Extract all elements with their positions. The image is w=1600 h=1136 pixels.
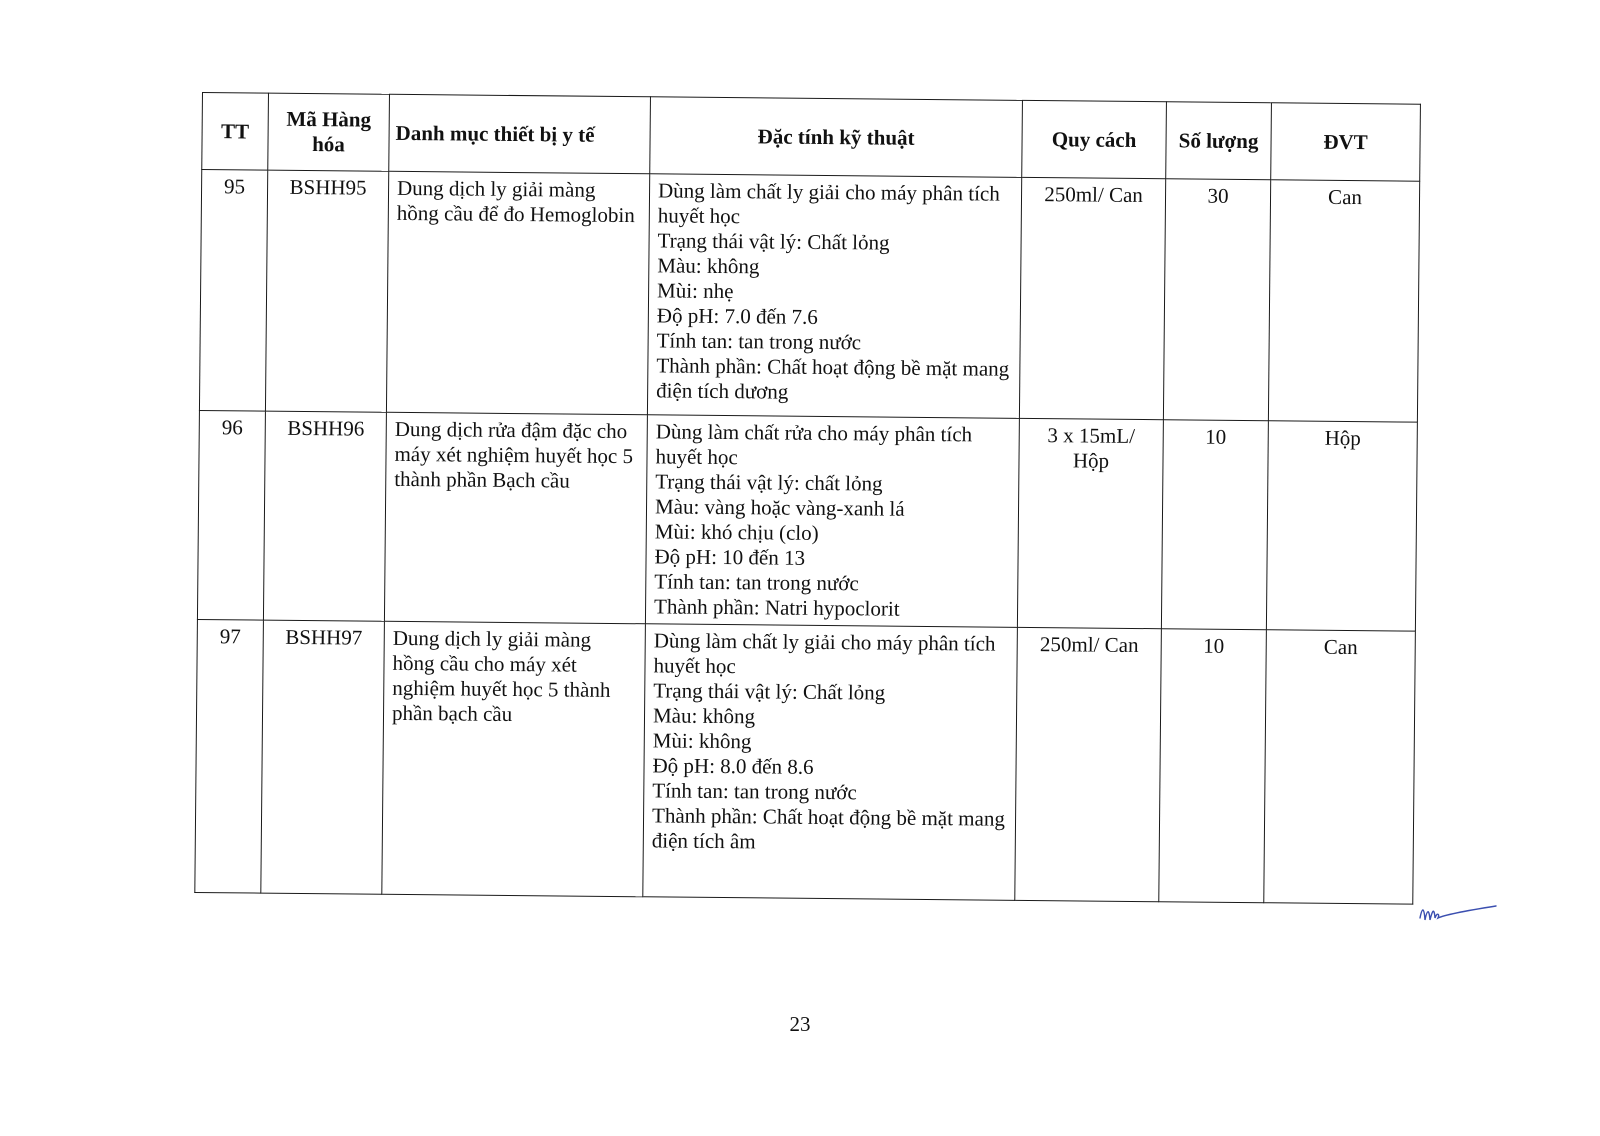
cell-product-code: BSHH96 xyxy=(263,411,386,621)
cell-technical-spec xyxy=(645,415,1019,628)
handwritten-initial-signature xyxy=(1418,898,1498,928)
cell-unit: Hộp xyxy=(1266,421,1417,631)
spec-line: Dùng làm chất rửa cho máy phân tích huyết học xyxy=(655,419,973,470)
cell-quantity: 30 xyxy=(1163,179,1270,421)
cell-technical-spec xyxy=(643,624,1018,901)
spec-line: Thành phần: Chất hoạt động bề mặt mang điện tích dương xyxy=(656,353,1010,404)
page-number: 23 xyxy=(789,1012,811,1036)
spec-line: Trạng thái vật lý: chất lỏng xyxy=(655,469,883,496)
header-tt: TT xyxy=(202,93,269,171)
cell-product-code: BSHH95 xyxy=(265,170,388,412)
header-technical-spec: Đặc tính kỹ thuật xyxy=(650,97,1023,178)
spec-line: Tính tan: tan trong nước xyxy=(652,778,857,805)
spec-line: Độ pH: 10 đến 13 xyxy=(654,544,806,570)
cell-product-code: BSHH97 xyxy=(261,620,385,894)
spec-line: Mùi: nhẹ xyxy=(657,278,734,304)
header-quantity: Số lượng xyxy=(1166,102,1272,180)
equipment-table xyxy=(194,92,1421,905)
cell-unit: Can xyxy=(1268,180,1419,422)
spec-line: Màu: không xyxy=(657,253,760,279)
spec-line: Thành phần: Natri hypoclorit xyxy=(653,594,900,621)
cell-quantity: 10 xyxy=(1161,420,1268,630)
table-row xyxy=(197,410,1417,631)
spec-line: Dùng làm chất ly giải cho máy phân tích huyết học xyxy=(653,628,996,679)
cell-device-name: Dung dịch ly giải màng hồng cầu cho máy xét nghiệm huyết học 5 thành phần bạch cầu xyxy=(382,621,646,896)
cell-technical-spec xyxy=(647,174,1021,419)
header-packing: Quy cách xyxy=(1022,100,1167,178)
equipment-table-container xyxy=(194,92,1420,905)
cell-packing: 250ml/ Can xyxy=(1015,627,1162,901)
spec-line: Dùng làm chất ly giải cho máy phân tích huyết học xyxy=(657,178,1000,229)
table-row xyxy=(195,619,1416,904)
spec-line: Mùi: không xyxy=(652,728,752,754)
spec-line: Trạng thái vật lý: Chất lỏng xyxy=(653,678,886,705)
header-unit: ĐVT xyxy=(1271,103,1421,181)
cell-packing: 250ml/ Can xyxy=(1019,177,1165,419)
spec-line: Màu: không xyxy=(652,703,756,729)
cell-device-name: Dung dịch rửa đậm đặc cho máy xét nghiệm huyết học 5 thành phần Bạch cầu xyxy=(384,412,647,623)
cell-packing: 3 x 15mL/ Hộp xyxy=(1017,418,1163,628)
spec-line: Tính tan: tan trong nước xyxy=(654,569,859,596)
header-product-code: Mã Hàng hóa xyxy=(268,93,390,171)
cell-tt: 95 xyxy=(199,170,267,412)
spec-line: Trạng thái vật lý: Chất lỏng xyxy=(657,228,890,255)
spec-line: Độ pH: 7.0 đến 7.6 xyxy=(656,303,818,329)
table-row xyxy=(199,170,1419,423)
cell-tt: 96 xyxy=(197,410,265,620)
spec-line: Độ pH: 8.0 đến 8.6 xyxy=(652,753,814,779)
spec-line: Màu: vàng hoặc vàng-xanh lá xyxy=(654,494,905,521)
table-header-row xyxy=(202,93,1421,182)
header-device-name: Danh mục thiết bị y tế xyxy=(389,94,651,174)
cell-device-name: Dung dịch ly giải màng hồng cầu để đo Hemoglobin xyxy=(386,171,649,414)
cell-quantity: 10 xyxy=(1159,629,1267,903)
spec-line: Thành phần: Chất hoạt động bề mặt mang điện tích âm xyxy=(651,803,1006,854)
cell-tt: 97 xyxy=(195,619,264,893)
cell-unit: Can xyxy=(1264,630,1416,904)
spec-line: Tính tan: tan trong nước xyxy=(656,328,862,355)
spec-line: Mùi: khó chịu (clo) xyxy=(654,519,819,545)
